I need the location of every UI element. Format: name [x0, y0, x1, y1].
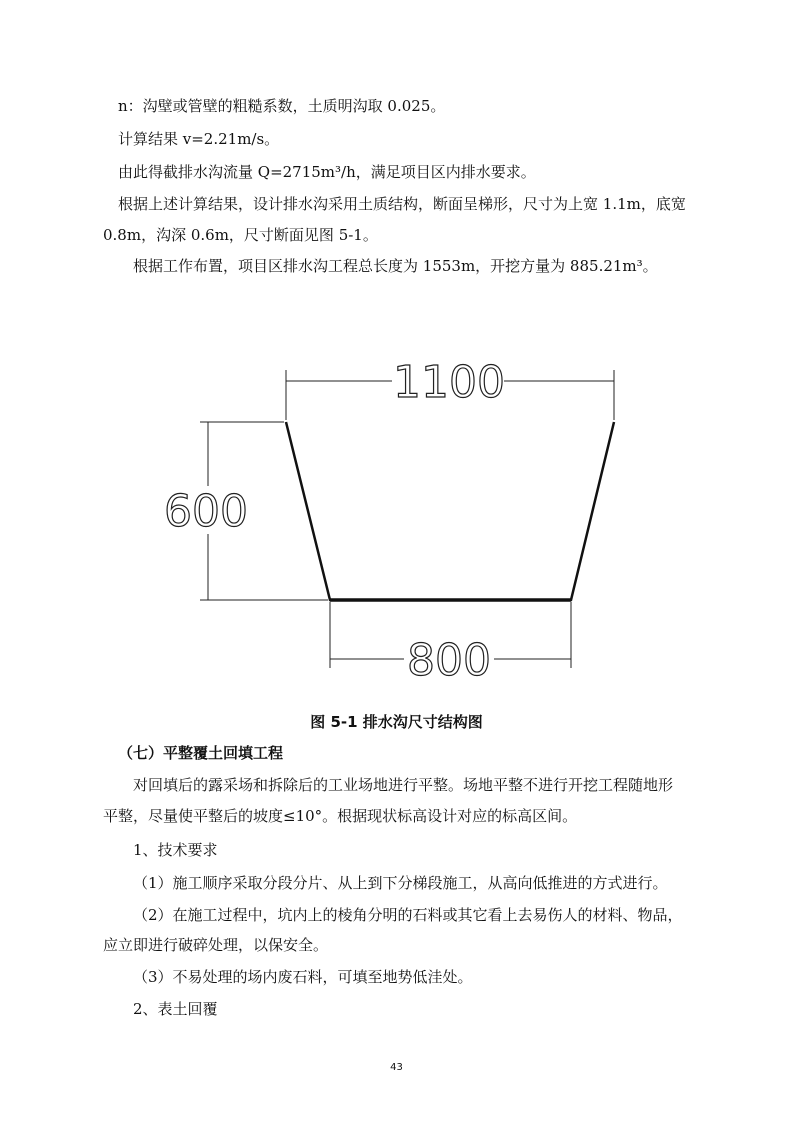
text-line-req-2b: 应立即进行破碎处理，以保安全。	[103, 936, 329, 954]
text-line-design-1: 根据上述计算结果，设计排水沟采用土质结构，断面呈梯形，尺寸为上宽 1.1m，底宽	[118, 195, 686, 213]
text-line-leveling-2: 平整，尽量使平整后的坡度≤10°。根据现状标高设计对应的标高区间。	[103, 807, 578, 825]
section-heading: （七）平整覆土回填工程	[118, 744, 284, 762]
top-width-label: 1100	[393, 357, 505, 408]
text-line-length: 根据工作布置，项目区排水沟工程总长度为 1553m，开挖方量为 885.21m³。	[133, 257, 658, 275]
text-line-req-1: （1）施工顺序采取分段分片、从上到下分梯段施工，从高向低推进的方式进行。	[133, 874, 668, 892]
text-line-leveling-1: 对回填后的露采场和拆除后的工业场地进行平整。场地平整不进行开挖工程随地形	[133, 776, 674, 794]
text-line-flow: 由此得截排水沟流量 Q=2715m³/h，满足项目区内排水要求。	[118, 163, 536, 181]
text-line-tech-req: 1、技术要求	[133, 841, 218, 859]
text-line-velocity: 计算结果 v=2.21m/s。	[118, 130, 280, 148]
ditch-profile	[286, 422, 614, 600]
depth-label: 600	[164, 486, 248, 537]
text-line-req-3: （3）不易处理的场内废石料，可填至地势低洼处。	[133, 968, 473, 986]
bottom-width-label: 800	[407, 635, 491, 686]
text-line-topsoil: 2、表土回覆	[133, 1000, 218, 1018]
text-line-roughness: n：沟壁或管壁的粗糙系数，土质明沟取 0.025。	[118, 97, 446, 115]
text-line-req-2a: （2）在施工过程中，坑内上的棱角分明的石料或其它看上去易伤人的材料、物品，	[133, 906, 683, 924]
figure-caption: 图 5-1 排水沟尺寸结构图	[310, 713, 483, 731]
text-line-design-2: 0.8m，沟深 0.6m，尺寸断面见图 5-1。	[103, 226, 378, 244]
page-number: 43	[390, 1062, 403, 1073]
